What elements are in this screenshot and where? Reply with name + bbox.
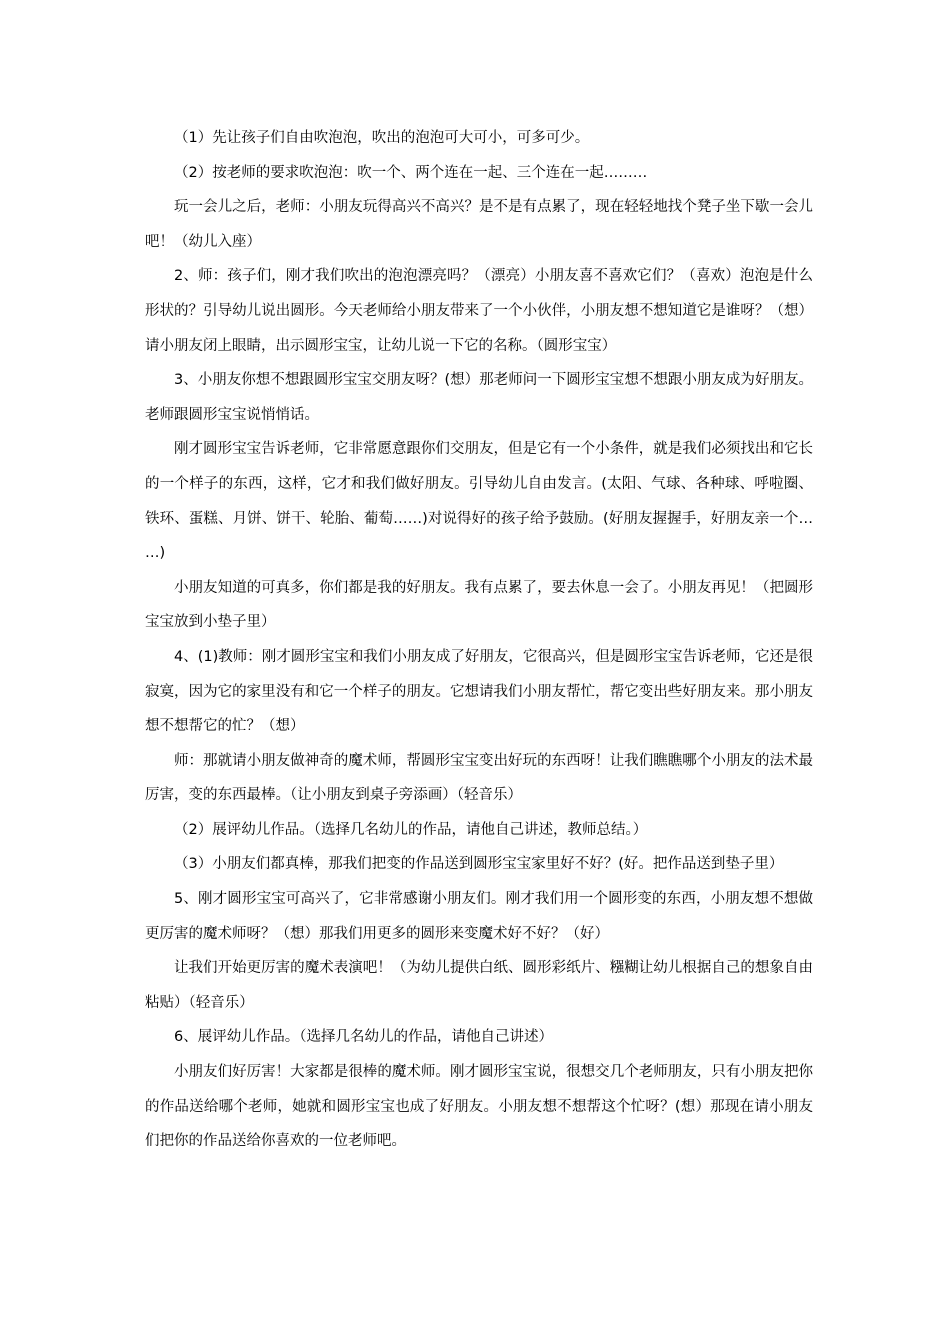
paragraph-9: 师：那就请小朋友做神奇的魔术师，帮圆形宝宝变出好玩的东西呀！让我们瞧瞧哪个小朋友的法术最厉害，变的东西最棒。（让小朋友到桌子旁添画）（轻音乐） <box>145 752 813 804</box>
paragraph-15: 小朋友们好厉害！大家都是很棒的魔术师。刚才圆形宝宝说，很想交几个老师朋友，只有小朋友把你的作品送给哪个老师，她就和圆形宝宝也成了好朋友。小朋友想不想帮这个忙呀？(想）那现在请小朋友们把你的作品送给你喜欢的一位老师吧。 <box>145 1064 813 1150</box>
document-body <box>145 121 813 1159</box>
paragraph-1: （1）先让孩子们自由吹泡泡，吹出的泡泡可大可小，可多可少。 <box>174 130 590 146</box>
paragraph-14: 6、展评幼儿作品。（选择几名幼儿的作品，请他自己讲述） <box>174 1029 553 1046</box>
paragraph-10: （2）展评幼儿作品。（选择几名幼儿的作品，请他自己讲述，教师总结。） <box>174 821 648 838</box>
paragraph-11: （3）小朋友们都真棒，那我们把变的作品送到圆形宝宝家里好不好？(好。把作品送到垫子里） <box>174 856 784 873</box>
paragraph-2: （2）按老师的要求吹泡泡：吹一个、两个连在一起、三个连在一起……… <box>174 164 648 181</box>
paragraph-4: 2、师：孩子们，刚才我们吹出的泡泡漂亮吗？（漂亮）小朋友喜不喜欢它们？（喜欢）泡泡是什么形状的？引导幼儿说出圆形。今天老师给小朋友带来了一个小伙伴，小朋友想不想知道它是谁呀？（想）请小朋友闭上眼睛，出示圆形宝宝，让幼儿说一下它的名称。（圆形宝宝） <box>145 268 813 354</box>
paragraph-8: 4、(1)教师：刚才圆形宝宝和我们小朋友成了好朋友，它很高兴，但是圆形宝宝告诉老师，它还是很寂寞，因为它的家里没有和它一个样子的朋友。它想请我们小朋友帮忙，帮它变出些好朋友来。那小朋友想不想帮它的忙？（想） <box>145 648 813 735</box>
paragraph-12: 5、刚才圆形宝宝可高兴了，它非常感谢小朋友们。刚才我们用一个圆形变的东西，小朋友想不想做更厉害的魔术师呀？（想）那我们用更多的圆形来变魔术好不好？（好） <box>145 891 813 942</box>
paragraph-6: 刚才圆形宝宝告诉老师，它非常愿意跟你们交朋友，但是它有一个小条件，就是我们必须找出和它长的一个样子的东西，这样，它才和我们做好朋友。引导幼儿自由发言。(太阳、气球、各种球、呼啦圈、铁环、蛋糕、月饼、饼干、轮胎、葡萄……)对说得好的孩子给予鼓励。(好朋友握握手，好朋友亲一个……) <box>145 441 813 562</box>
paragraph-13: 让我们开始更厉害的魔术表演吧！（为幼儿提供白纸、圆形彩纸片、糨糊让幼儿根据自己的想象自由粘贴）（轻音乐） <box>145 960 813 1011</box>
paragraph-5: 3、小朋友你想不想跟圆形宝宝交朋友呀？(想）那老师问一下圆形宝宝想不想跟小朋友成为好朋友。老师跟圆形宝宝说悄悄话。 <box>145 372 813 423</box>
paragraph-7: 小朋友知道的可真多，你们都是我的好朋友。我有点累了，要去休息一会了。小朋友再见！（把圆形宝宝放到小垫子里） <box>145 579 813 631</box>
paragraph-3: 玩一会儿之后，老师：小朋友玩得高兴不高兴？是不是有点累了，现在轻轻地找个凳子坐下歇一会儿吧！（幼儿入座） <box>145 199 813 250</box>
